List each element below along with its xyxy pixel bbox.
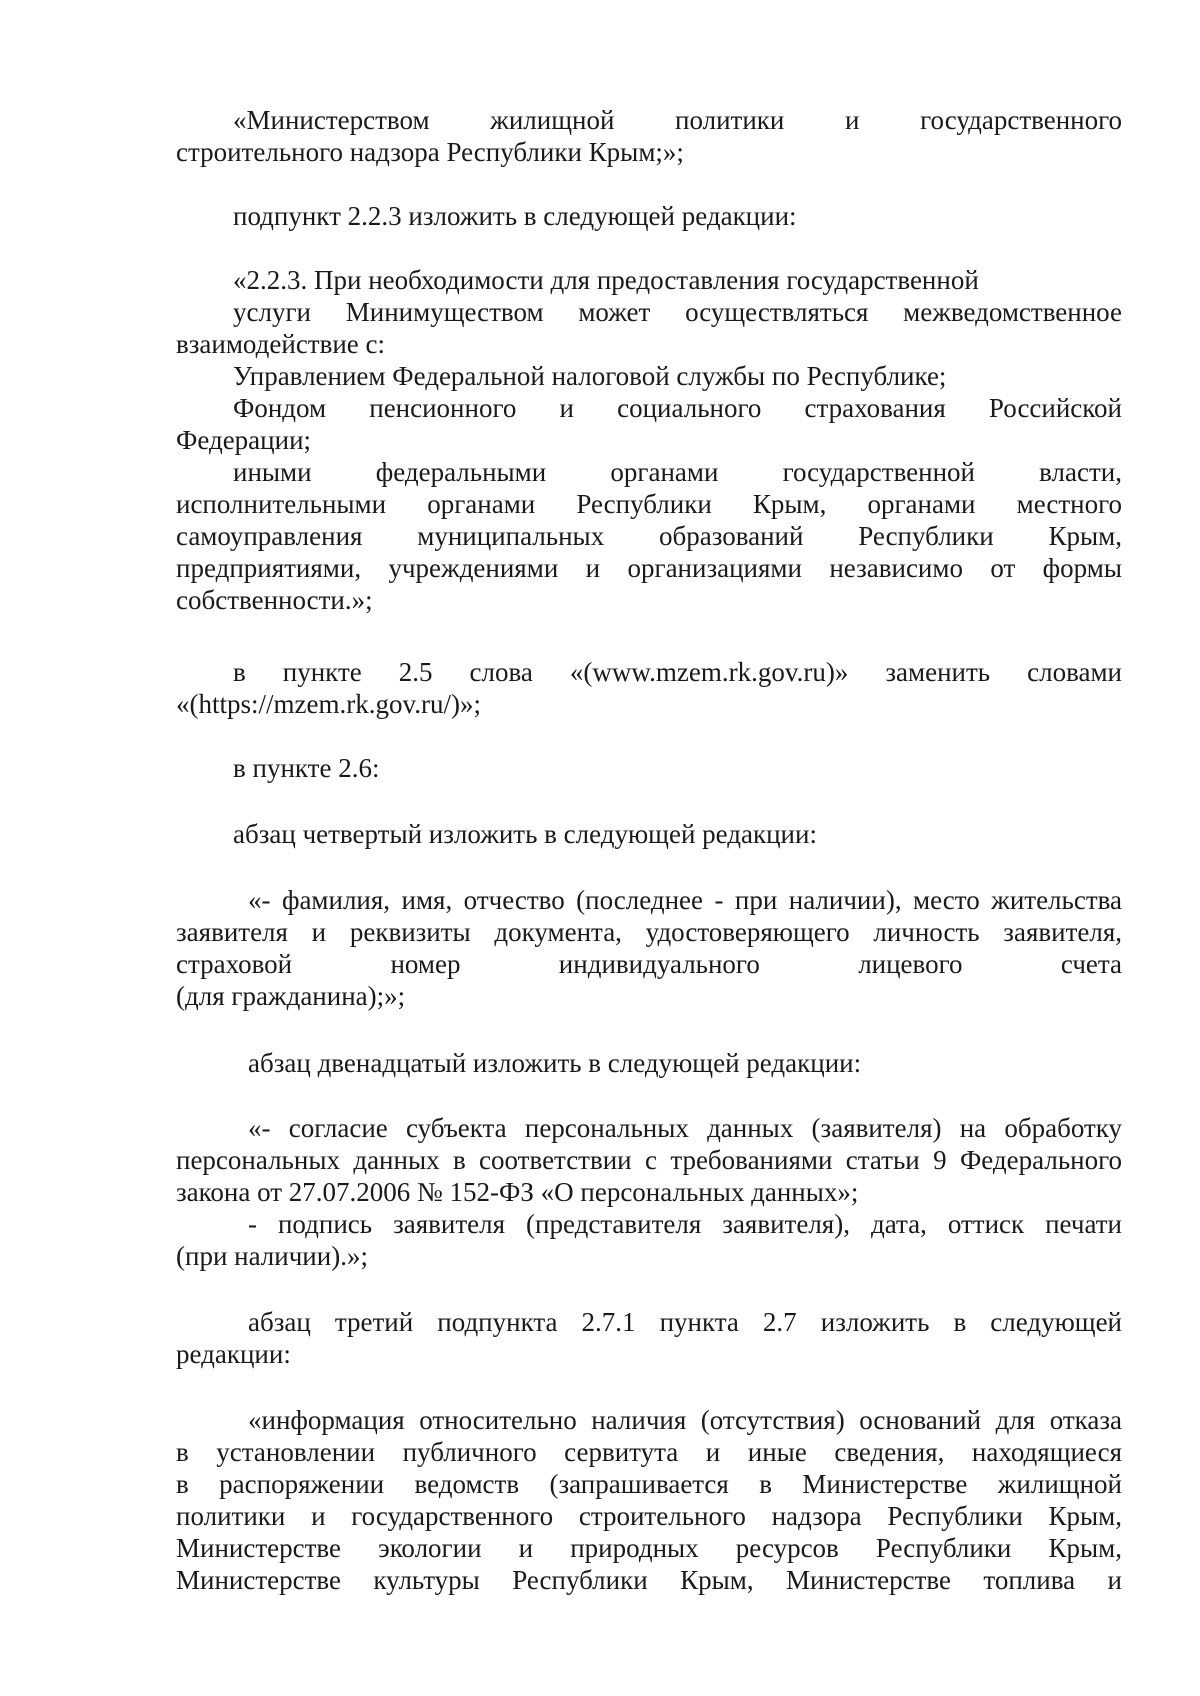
text-line: в пункте 2.5 слова «(www.mzem.rk.gov.ru)» заменить словами (233, 657, 1122, 687)
text-line: в пункте 2.6: (233, 753, 380, 783)
text-line: Министерстве экологии и природных ресурсов Республики Крым, (176, 1533, 1122, 1563)
text-line: заявителя и реквизиты документа, удостоверяющего личность заявителя, (176, 917, 1122, 947)
text-line: политики и государственного строительного надзора Республики Крым, (176, 1501, 1122, 1531)
text-line: «(https://mzem.rk.gov.ru/)»; (176, 689, 481, 719)
text-line: услуги Минимуществом может осуществляться межведомственное (233, 297, 1122, 327)
text-line: в установлении публичного сервитута и иные сведения, находящиеся (176, 1437, 1122, 1467)
text-line: подпункт 2.2.3 изложить в следующей редакции: (233, 201, 797, 231)
text-line: самоуправления муниципальных образований Республики Крым, (176, 521, 1122, 551)
text-line: «- фамилия, имя, отчество (последнее - при наличии), место жительства (248, 885, 1122, 915)
text-line: абзац четвертый изложить в следующей редакции: (233, 819, 817, 849)
text-line: Фондом пенсионного и социального страхования Российской (233, 393, 1122, 423)
text-line: закона от 27.07.2006 № 152-ФЗ «О персональных данных»; (176, 1177, 859, 1207)
text-line: персональных данных в соответствии с требованиями статьи 9 Федерального (176, 1145, 1122, 1175)
text-line: абзац двенадцатый изложить в следующей редакции: (248, 1048, 862, 1078)
text-line: - подпись заявителя (представителя заявителя), дата, оттиск печати (248, 1209, 1122, 1239)
text-line: «2.2.3. При необходимости для предоставления государственной (233, 265, 979, 295)
text-line: в распоряжении ведомств (запрашивается в Министерстве жилищной (176, 1469, 1122, 1499)
text-line: Федерации; (176, 425, 312, 455)
text-line: абзац третий подпункта 2.7.1 пункта 2.7 изложить в следующей (248, 1307, 1122, 1337)
text-line: собственности.»; (176, 585, 373, 615)
text-line: взаимодействие с: (176, 329, 386, 359)
text-line: Управлением Федеральной налоговой службы по Республике; (233, 361, 947, 391)
text-line: «- согласие субъекта персональных данных (заявителя) на обработку (248, 1113, 1122, 1143)
text-line: Министерстве культуры Республики Крым, Министерстве топлива и (176, 1565, 1122, 1595)
text-line: иными федеральными органами государственной власти, (233, 457, 1122, 487)
text-line: (при наличии).»; (176, 1241, 368, 1271)
text-line: «Министерством жилищной политики и государственного (233, 105, 1122, 135)
text-line: страховой номер индивидуального лицевого счета (176, 949, 1122, 979)
text-line: строительного надзора Республики Крым;»; (176, 137, 684, 167)
text-line: редакции: (176, 1339, 291, 1369)
text-line: (для гражданина);»; (176, 981, 406, 1011)
text-line: предприятиями, учреждениями и организациями независимо от формы (176, 553, 1122, 583)
text-line: «информация относительно наличия (отсутствия) оснований для отказа (248, 1405, 1122, 1435)
text-line: исполнительными органами Республики Крым, органами местного (176, 489, 1122, 519)
